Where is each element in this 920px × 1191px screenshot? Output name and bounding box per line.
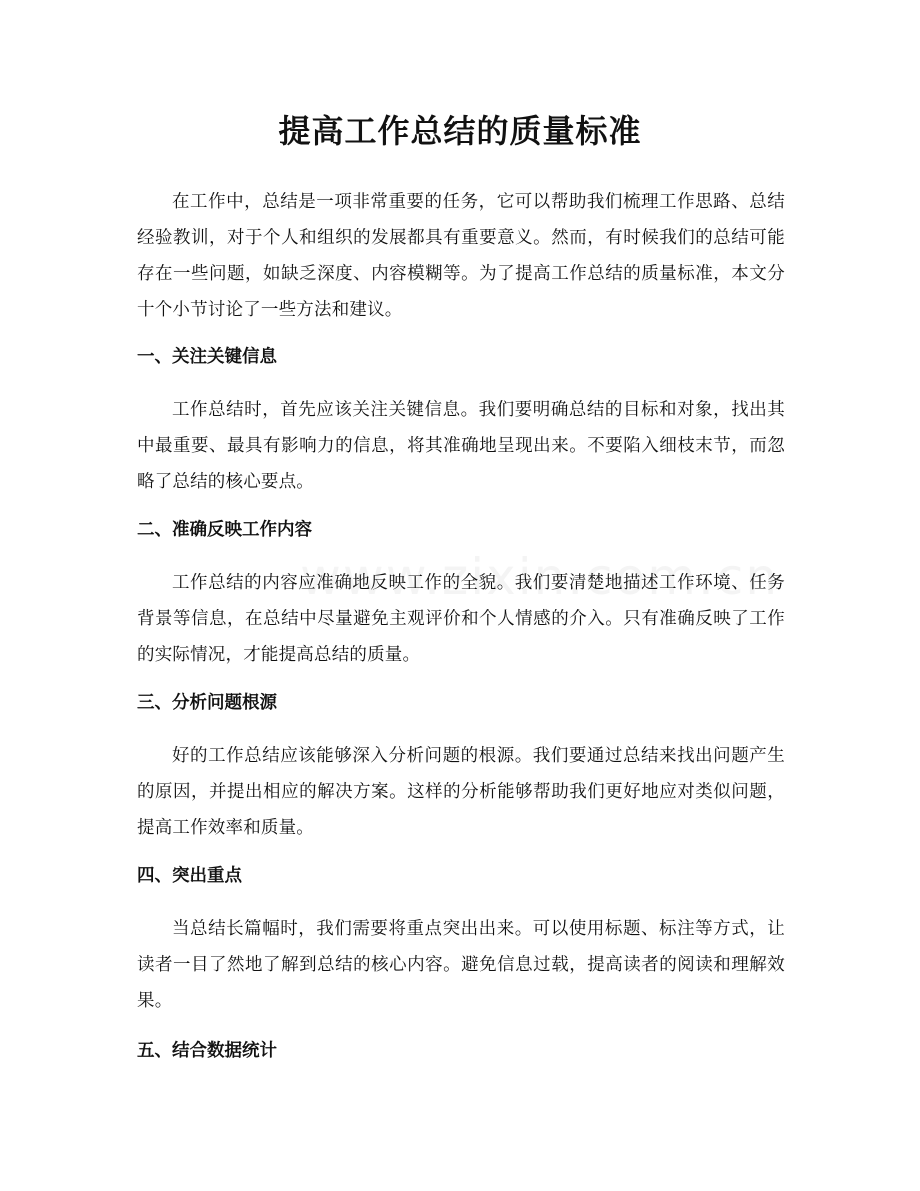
section-heading-3: 三、分析问题根源 [137,693,277,713]
section-body-1: 工作总结时，首先应该关注关键信息。我们要明确总结的目标和对象，找出其中最重要、最具有影响力的信息，将其准确地呈现出来。不要陷入细枝末节，而忽略了总结的核心要点。 [137,400,785,492]
page-title: 提高工作总结的质量标准 [278,112,642,150]
section-heading-4: 四、突出重点 [137,866,242,886]
section-body-4: 当总结长篇幅时，我们需要将重点突出出来。可以使用标题、标注等方式，让读者一目了然地了解到总结的核心内容。避免信息过载，提高读者的阅读和理解效果。 [137,919,785,1011]
section-heading-1: 一、关注关键信息 [137,347,277,367]
intro-paragraph: 在工作中，总结是一项非常重要的任务，它可以帮助我们梳理工作思路、总结经验教训，对于个人和组织的发展都具有重要意义。然而，有时候我们的总结可能存在一些问题，如缺乏深度、内容模糊等。为了提高工作总结的质量标准，本文分十个小节讨论了一些方法和建议。 [137,192,785,320]
section-heading-5: 五、结合数据统计 [137,1041,277,1061]
section-body-3: 好的工作总结应该能够深入分析问题的根源。我们要通过总结来找出问题产生的原因，并提出相应的解决方案。这样的分析能够帮助我们更好地应对类似问题，提高工作效率和质量。 [137,746,785,838]
section-heading-2: 二、准确反映工作内容 [137,520,312,540]
section-body-2: 工作总结的内容应准确地反映工作的全貌。我们要清楚地描述工作环境、任务背景等信息，在总结中尽量避免主观评价和个人情感的介入。只有准确反映了工作的实际情况，才能提高总结的质量。 [137,573,785,665]
